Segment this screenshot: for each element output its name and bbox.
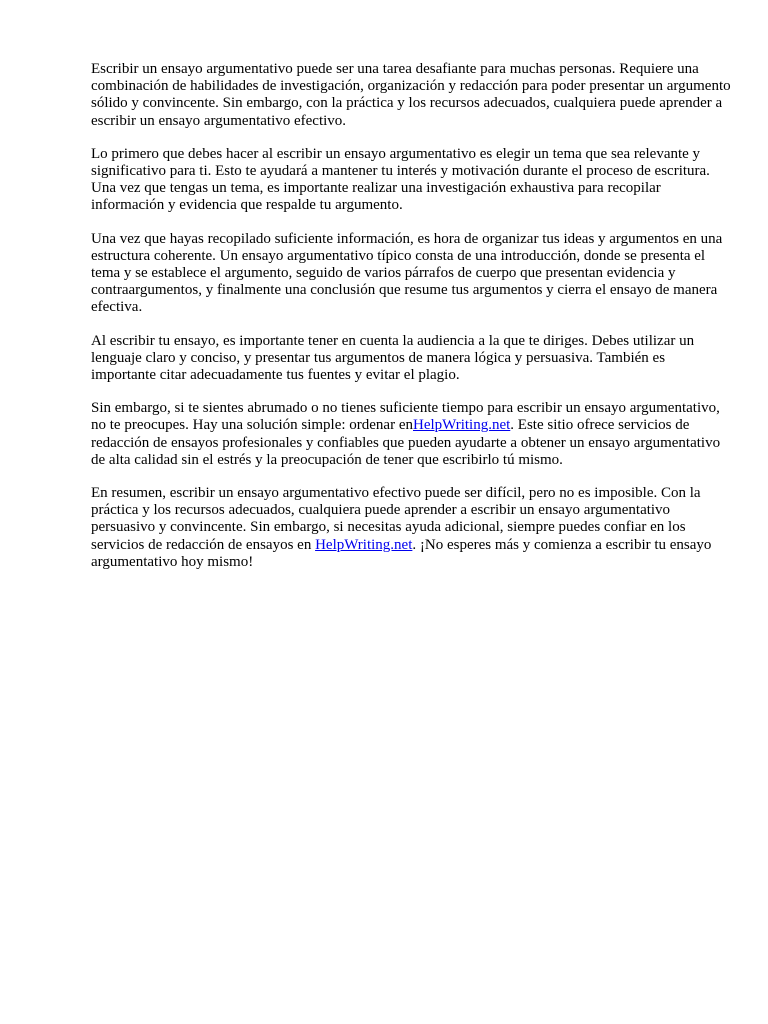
helpwriting-link[interactable]: HelpWriting.net bbox=[413, 417, 511, 434]
paragraph-summary-text-after: . ¡No esperes más y comienza a escribir tu ensayo argumentativo hoy mismo! bbox=[91, 536, 712, 570]
paragraph-summary bbox=[91, 485, 731, 571]
document-body bbox=[91, 61, 731, 587]
paragraph-structure: Una vez que hayas recopilado suficiente información, es hora de organizar tus ideas y argumentos en una estructura coherente. Un ensayo argumentativo típico consta de una introducción, donde se presenta el tema y se establece el argumento, seguido de varios párrafos de cuerpo que presentan evidencia y contraargumentos, y finalmente una conclusión que resume tus argumentos y cierra el ensayo de manera efectiva. bbox=[91, 230, 723, 316]
helpwriting-link-summary[interactable]: HelpWriting.net bbox=[315, 536, 413, 553]
paragraph-service-text-before: Sin embargo, si te sientes abrumado o no tienes suficiente tiempo para escribir un ensayo argumentativo, no te preocupes. Hay una solución simple: ordenar en bbox=[91, 400, 720, 434]
paragraph-choose-topic: Lo primero que debes hacer al escribir un ensayo argumentativo es elegir un tema que sea relevante y significativo para ti. Esto te ayudará a mantener tu interés y motivación durante el proceso de escritura. Una vez que tengas un tema, es importante realizar una investigación exhaustiva para recopilar información y evidencia que respalde tu argumento. bbox=[91, 145, 710, 214]
paragraph-audience: Al escribir tu ensayo, es importante tener en cuenta la audiencia a la que te diriges. Debes utilizar un lenguaje claro y conciso, y presentar tus argumentos de manera lógica y persuasiva. También es importante citar adecuadamente tus fuentes y evitar el plagio. bbox=[91, 332, 695, 384]
paragraph-summary-text-before: En resumen, escribir un ensayo argumentativo efectivo puede ser difícil, pero no es imposible. Con la práctica y los recursos adecuados, cualquiera puede aprender a escribir un ensayo argumentativo persuasivo y convincente. Sin embargo, si necesitas ayuda adicional, siempre puedes confiar en los servicios de redacción de ensayos en bbox=[91, 485, 701, 553]
paragraph-service bbox=[91, 400, 731, 469]
paragraph-intro: Escribir un ensayo argumentativo puede ser una tarea desafiante para muchas personas. Requiere una combinación de habilidades de investigación, organización y redacción para poder presentar un argumento sólido y convincente. Sin embargo, con la práctica y los recursos adecuados, cualquiera puede aprender a escribir un ensayo argumentativo efectivo. bbox=[91, 61, 731, 129]
paragraph-service-text-after: . Este sitio ofrece servicios de redacción de ensayos profesionales y confiables que pueden ayudarte a obtener un ensayo argumentativo de alta calidad sin el estrés y la preocupación de tener que escribirlo tú mismo. bbox=[91, 417, 721, 468]
